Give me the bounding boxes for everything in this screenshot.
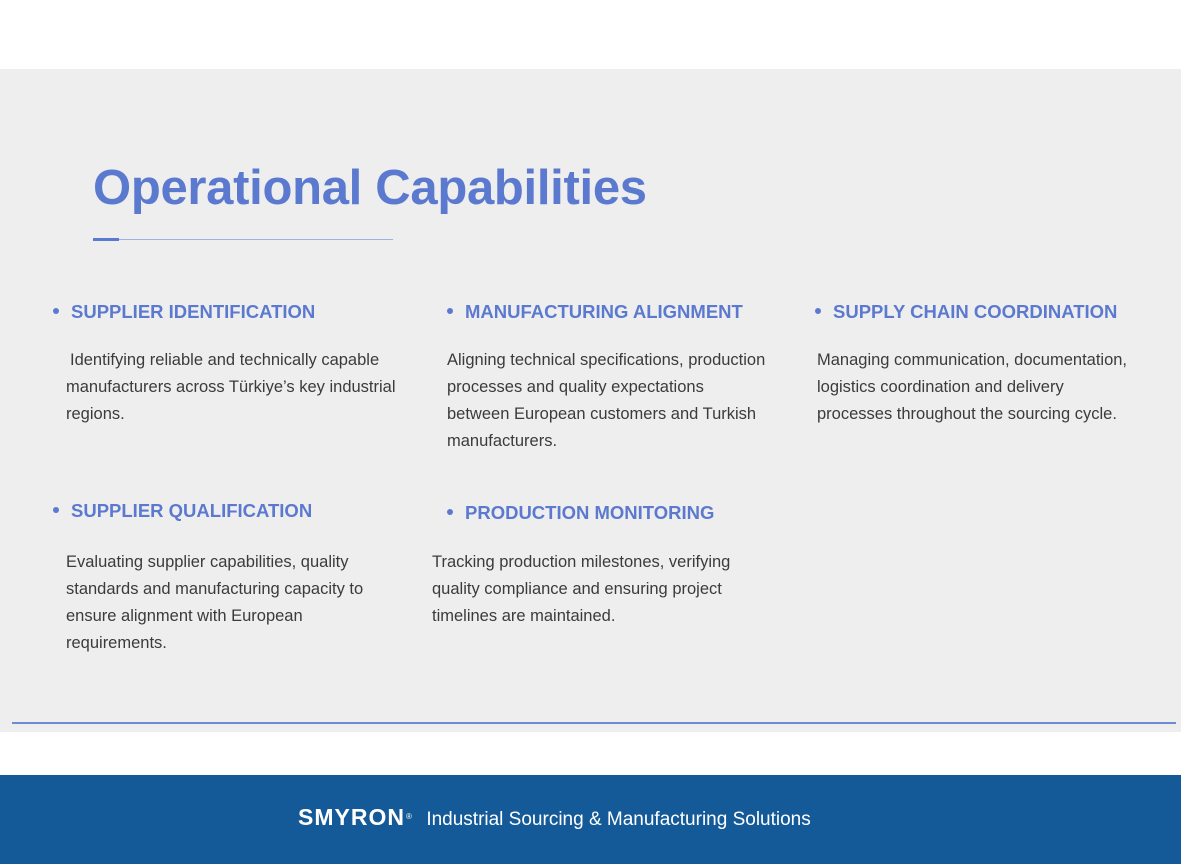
footer-tagline: Industrial Sourcing & Manufacturing Solutions [426,809,811,830]
capability-description-manufacturing-alignment: Aligning technical specifications, production processes and quality expectations between European customers and Turkish manufacturers. [447,351,766,450]
page-title: Operational Capabilities [93,161,647,215]
capability-heading-manufacturing-alignment [447,301,743,323]
capability-description-production-monitoring: Tracking production milestones, verifying quality compliance and ensuring project timelines are maintained. [432,553,731,625]
footer-content [298,804,811,831]
title-underline-accent [93,238,119,241]
brand-logo: SMYRON [298,804,405,830]
capability-description-supplier-qualification: Evaluating supplier capabilities, quality standards and manufacturing capacity to ensure alignment with European requirements. [66,553,364,652]
section-divider [12,722,1176,724]
bullet-dot-icon [447,509,453,515]
bullet-dot-icon [815,308,821,314]
title-underline [93,239,393,240]
capability-heading-supplier-qualification [53,500,312,522]
registered-mark: ® [405,811,412,821]
top-band [0,0,1181,69]
capability-heading-text: PRODUCTION MONITORING [465,502,715,523]
capability-heading-text: SUPPLIER QUALIFICATION [71,500,313,521]
capability-heading-supplier-identification [53,301,315,323]
bullet-dot-icon [447,308,453,314]
capability-heading-supply-chain-coordination [815,301,1117,323]
capability-description-supplier-identification: Identifying reliable and technically capable manufacturers across Türkiye’s key industrial regions. [66,351,396,423]
capability-heading-production-monitoring [447,502,714,524]
bullet-dot-icon [53,308,59,314]
capability-heading-text: MANUFACTURING ALIGNMENT [465,301,743,322]
bullet-dot-icon [53,507,59,513]
capability-description-supply-chain-coordination: Managing communication, documentation, logistics coordination and delivery processes throughout the sourcing cycle. [817,351,1128,423]
footer-banner [0,775,1181,864]
capability-heading-text: SUPPLIER IDENTIFICATION [71,301,316,322]
capability-heading-text: SUPPLY CHAIN COORDINATION [833,301,1118,322]
